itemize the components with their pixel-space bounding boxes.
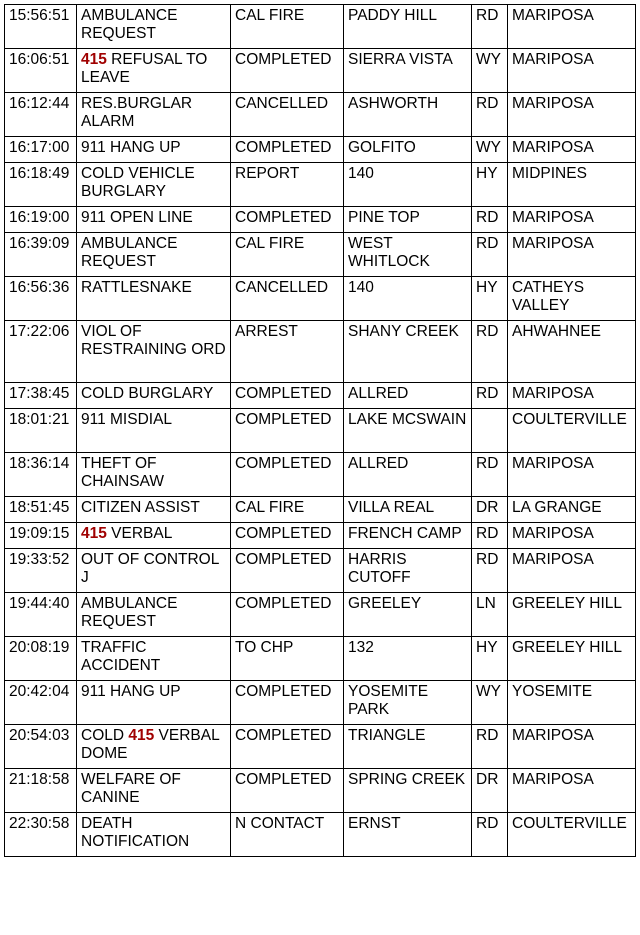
street-suffix: RD [472, 233, 508, 277]
incident-type: COLD 415 VERBAL DOME [77, 725, 231, 769]
incident-street: PINE TOP [344, 207, 472, 233]
incident-type [77, 383, 231, 409]
street-suffix: RD [472, 5, 508, 49]
incident-disposition: CAL FIRE [231, 233, 344, 277]
incident-disposition: REPORT [231, 163, 344, 207]
incident-disposition: COMPLETED [231, 769, 344, 813]
street-suffix: RD [472, 207, 508, 233]
incident-street: SHANY CREEK [344, 321, 472, 383]
incident-street: ERNST [344, 813, 472, 857]
table-row [5, 49, 636, 93]
incident-city: MARIPOSA [508, 137, 636, 163]
incident-type [77, 549, 231, 593]
incident-street: VILLA REAL [344, 497, 472, 523]
incident-disposition: COMPLETED [231, 523, 344, 549]
incident-type-text: TRAFFIC ACCIDENT [81, 639, 161, 674]
incident-time: 16:19:00 [5, 207, 77, 233]
incident-time: 19:09:15 [5, 523, 77, 549]
incident-disposition: COMPLETED [231, 681, 344, 725]
street-suffix [472, 409, 508, 453]
incident-disposition: TO CHP [231, 637, 344, 681]
incident-street: ALLRED [344, 453, 472, 497]
incident-type-text: AMBULANCE REQUEST [81, 235, 178, 270]
incident-log-table [4, 4, 636, 857]
incident-city: MARIPOSA [508, 769, 636, 813]
street-suffix: RD [472, 725, 508, 769]
street-suffix: RD [472, 383, 508, 409]
table-row [5, 409, 636, 453]
incident-street: ALLRED [344, 383, 472, 409]
incident-city: GREELEY HILL [508, 593, 636, 637]
incident-city: MARIPOSA [508, 453, 636, 497]
incident-disposition: COMPLETED [231, 725, 344, 769]
incident-type-text: COLD BURGLARY [81, 385, 214, 402]
incident-type [77, 523, 231, 549]
incident-type-text: VERBAL [106, 525, 173, 542]
incident-time: 18:51:45 [5, 497, 77, 523]
incident-city: MARIPOSA [508, 49, 636, 93]
incident-street: FRENCH CAMP [344, 523, 472, 549]
street-suffix: RD [472, 523, 508, 549]
code-415-highlight: 415 [128, 727, 155, 744]
incident-type [77, 637, 231, 681]
incident-type [77, 813, 231, 857]
incident-type [77, 321, 231, 383]
incident-time: 17:38:45 [5, 383, 77, 409]
incident-city: MARIPOSA [508, 523, 636, 549]
incident-city: YOSEMITE [508, 681, 636, 725]
incident-street: TRIANGLE [344, 725, 472, 769]
incident-type [77, 137, 231, 163]
incident-time: 21:18:58 [5, 769, 77, 813]
incident-city: MARIPOSA [508, 549, 636, 593]
incident-city: GREELEY HILL [508, 637, 636, 681]
incident-type [77, 497, 231, 523]
incident-city: MARIPOSA [508, 383, 636, 409]
incident-type-text: AMBULANCE REQUEST [81, 595, 178, 630]
table-row [5, 725, 636, 769]
table-row [5, 593, 636, 637]
incident-time: 22:30:58 [5, 813, 77, 857]
street-suffix: WY [472, 49, 508, 93]
incident-time: 20:08:19 [5, 637, 77, 681]
incident-street: GREELEY [344, 593, 472, 637]
incident-type-text: VIOL OF RESTRAINING ORD [81, 323, 226, 358]
incident-city: MARIPOSA [508, 93, 636, 137]
incident-type [77, 207, 231, 233]
incident-time: 16:18:49 [5, 163, 77, 207]
incident-street: PADDY HILL [344, 5, 472, 49]
table-row [5, 769, 636, 813]
incident-time: 15:56:51 [5, 5, 77, 49]
street-suffix: RD [472, 453, 508, 497]
incident-type-text: 911 HANG UP [81, 139, 181, 156]
incident-street: 140 [344, 277, 472, 321]
street-suffix: WY [472, 681, 508, 725]
incident-city: AHWAHNEE [508, 321, 636, 383]
incident-time: 19:33:52 [5, 549, 77, 593]
incident-type [77, 93, 231, 137]
incident-disposition: CANCELLED [231, 93, 344, 137]
incident-type [77, 163, 231, 207]
incident-city: MARIPOSA [508, 207, 636, 233]
street-suffix: RD [472, 93, 508, 137]
incident-time: 20:42:04 [5, 681, 77, 725]
incident-type [77, 277, 231, 321]
code-415-highlight: 415 [81, 525, 107, 542]
street-suffix: RD [472, 321, 508, 383]
incident-type-text: CITIZEN ASSIST [81, 499, 200, 516]
incident-time: 19:44:40 [5, 593, 77, 637]
table-row [5, 207, 636, 233]
incident-time: 16:56:36 [5, 277, 77, 321]
incident-city: MARIPOSA [508, 5, 636, 49]
table-row [5, 453, 636, 497]
incident-disposition: ARREST [231, 321, 344, 383]
table-row [5, 549, 636, 593]
street-suffix: DR [472, 769, 508, 813]
incident-time: 16:39:09 [5, 233, 77, 277]
incident-type [77, 453, 231, 497]
incident-type-text: 911 MISDIAL [81, 411, 173, 428]
table-row [5, 163, 636, 207]
incident-type-text: RATTLESNAKE [81, 279, 192, 296]
incident-city: MIDPINES [508, 163, 636, 207]
incident-type-text: 911 OPEN LINE [81, 209, 193, 226]
table-row [5, 277, 636, 321]
incident-street: SIERRA VISTA [344, 49, 472, 93]
incident-disposition: COMPLETED [231, 549, 344, 593]
incident-type-text: COLD VEHICLE BURGLARY [81, 165, 195, 200]
table-row [5, 497, 636, 523]
table-row [5, 523, 636, 549]
incident-type [77, 769, 231, 813]
incident-type-text: OUT OF CONTROL J [81, 551, 219, 586]
incident-log-body [5, 5, 636, 857]
incident-time: 20:54:03 [5, 725, 77, 769]
incident-type [77, 5, 231, 49]
incident-city: MARIPOSA [508, 233, 636, 277]
incident-street: YOSEMITE PARK [344, 681, 472, 725]
incident-street: 132 [344, 637, 472, 681]
table-row [5, 5, 636, 49]
incident-street: WEST WHITLOCK [344, 233, 472, 277]
incident-type [77, 681, 231, 725]
table-row [5, 137, 636, 163]
incident-disposition: COMPLETED [231, 137, 344, 163]
street-suffix: HY [472, 637, 508, 681]
incident-street: 140 [344, 163, 472, 207]
incident-time: 17:22:06 [5, 321, 77, 383]
street-suffix: RD [472, 549, 508, 593]
incident-street: SPRING CREEK [344, 769, 472, 813]
incident-disposition: COMPLETED [231, 593, 344, 637]
incident-street: GOLFITO [344, 137, 472, 163]
incident-type [77, 409, 231, 453]
incident-street: ASHWORTH [344, 93, 472, 137]
incident-city: MARIPOSA [508, 725, 636, 769]
incident-type-text: THEFT OF CHAINSAW [81, 455, 164, 490]
table-row [5, 813, 636, 857]
table-row [5, 383, 636, 409]
incident-type-text: REFUSAL TO LEAVE [81, 51, 208, 86]
incident-city: LA GRANGE [508, 497, 636, 523]
incident-disposition: COMPLETED [231, 453, 344, 497]
street-suffix: RD [472, 813, 508, 857]
table-row [5, 681, 636, 725]
street-suffix: WY [472, 137, 508, 163]
incident-type-text: WELFARE OF CANINE [81, 771, 181, 806]
incident-type-text: RES.BURGLAR ALARM [81, 95, 193, 130]
table-row [5, 93, 636, 137]
incident-disposition: CAL FIRE [231, 5, 344, 49]
incident-type [77, 49, 231, 93]
incident-disposition: COMPLETED [231, 207, 344, 233]
street-suffix: LN [472, 593, 508, 637]
incident-street: LAKE MCSWAIN [344, 409, 472, 453]
incident-city: COULTERVILLE [508, 409, 636, 453]
code-415-highlight: 415 [81, 51, 107, 68]
incident-disposition: N CONTACT [231, 813, 344, 857]
incident-type [77, 593, 231, 637]
table-row [5, 233, 636, 277]
incident-time: 16:06:51 [5, 49, 77, 93]
incident-time: 16:12:44 [5, 93, 77, 137]
incident-street: HARRIS CUTOFF [344, 549, 472, 593]
street-suffix: HY [472, 163, 508, 207]
incident-city: COULTERVILLE [508, 813, 636, 857]
incident-time: 18:01:21 [5, 409, 77, 453]
incident-type-text: DEATH NOTIFICATION [81, 815, 190, 850]
incident-disposition: CANCELLED [231, 277, 344, 321]
incident-type [77, 233, 231, 277]
incident-type-text: 911 HANG UP [81, 683, 181, 700]
table-row [5, 637, 636, 681]
incident-city: CATHEYS VALLEY [508, 277, 636, 321]
incident-type-text: AMBULANCE REQUEST [81, 7, 178, 42]
incident-disposition: COMPLETED [231, 383, 344, 409]
street-suffix: HY [472, 277, 508, 321]
table-row [5, 321, 636, 383]
street-suffix: DR [472, 497, 508, 523]
incident-disposition: COMPLETED [231, 409, 344, 453]
incident-time: 16:17:00 [5, 137, 77, 163]
incident-disposition: COMPLETED [231, 49, 344, 93]
incident-disposition: CAL FIRE [231, 497, 344, 523]
incident-time: 18:36:14 [5, 453, 77, 497]
